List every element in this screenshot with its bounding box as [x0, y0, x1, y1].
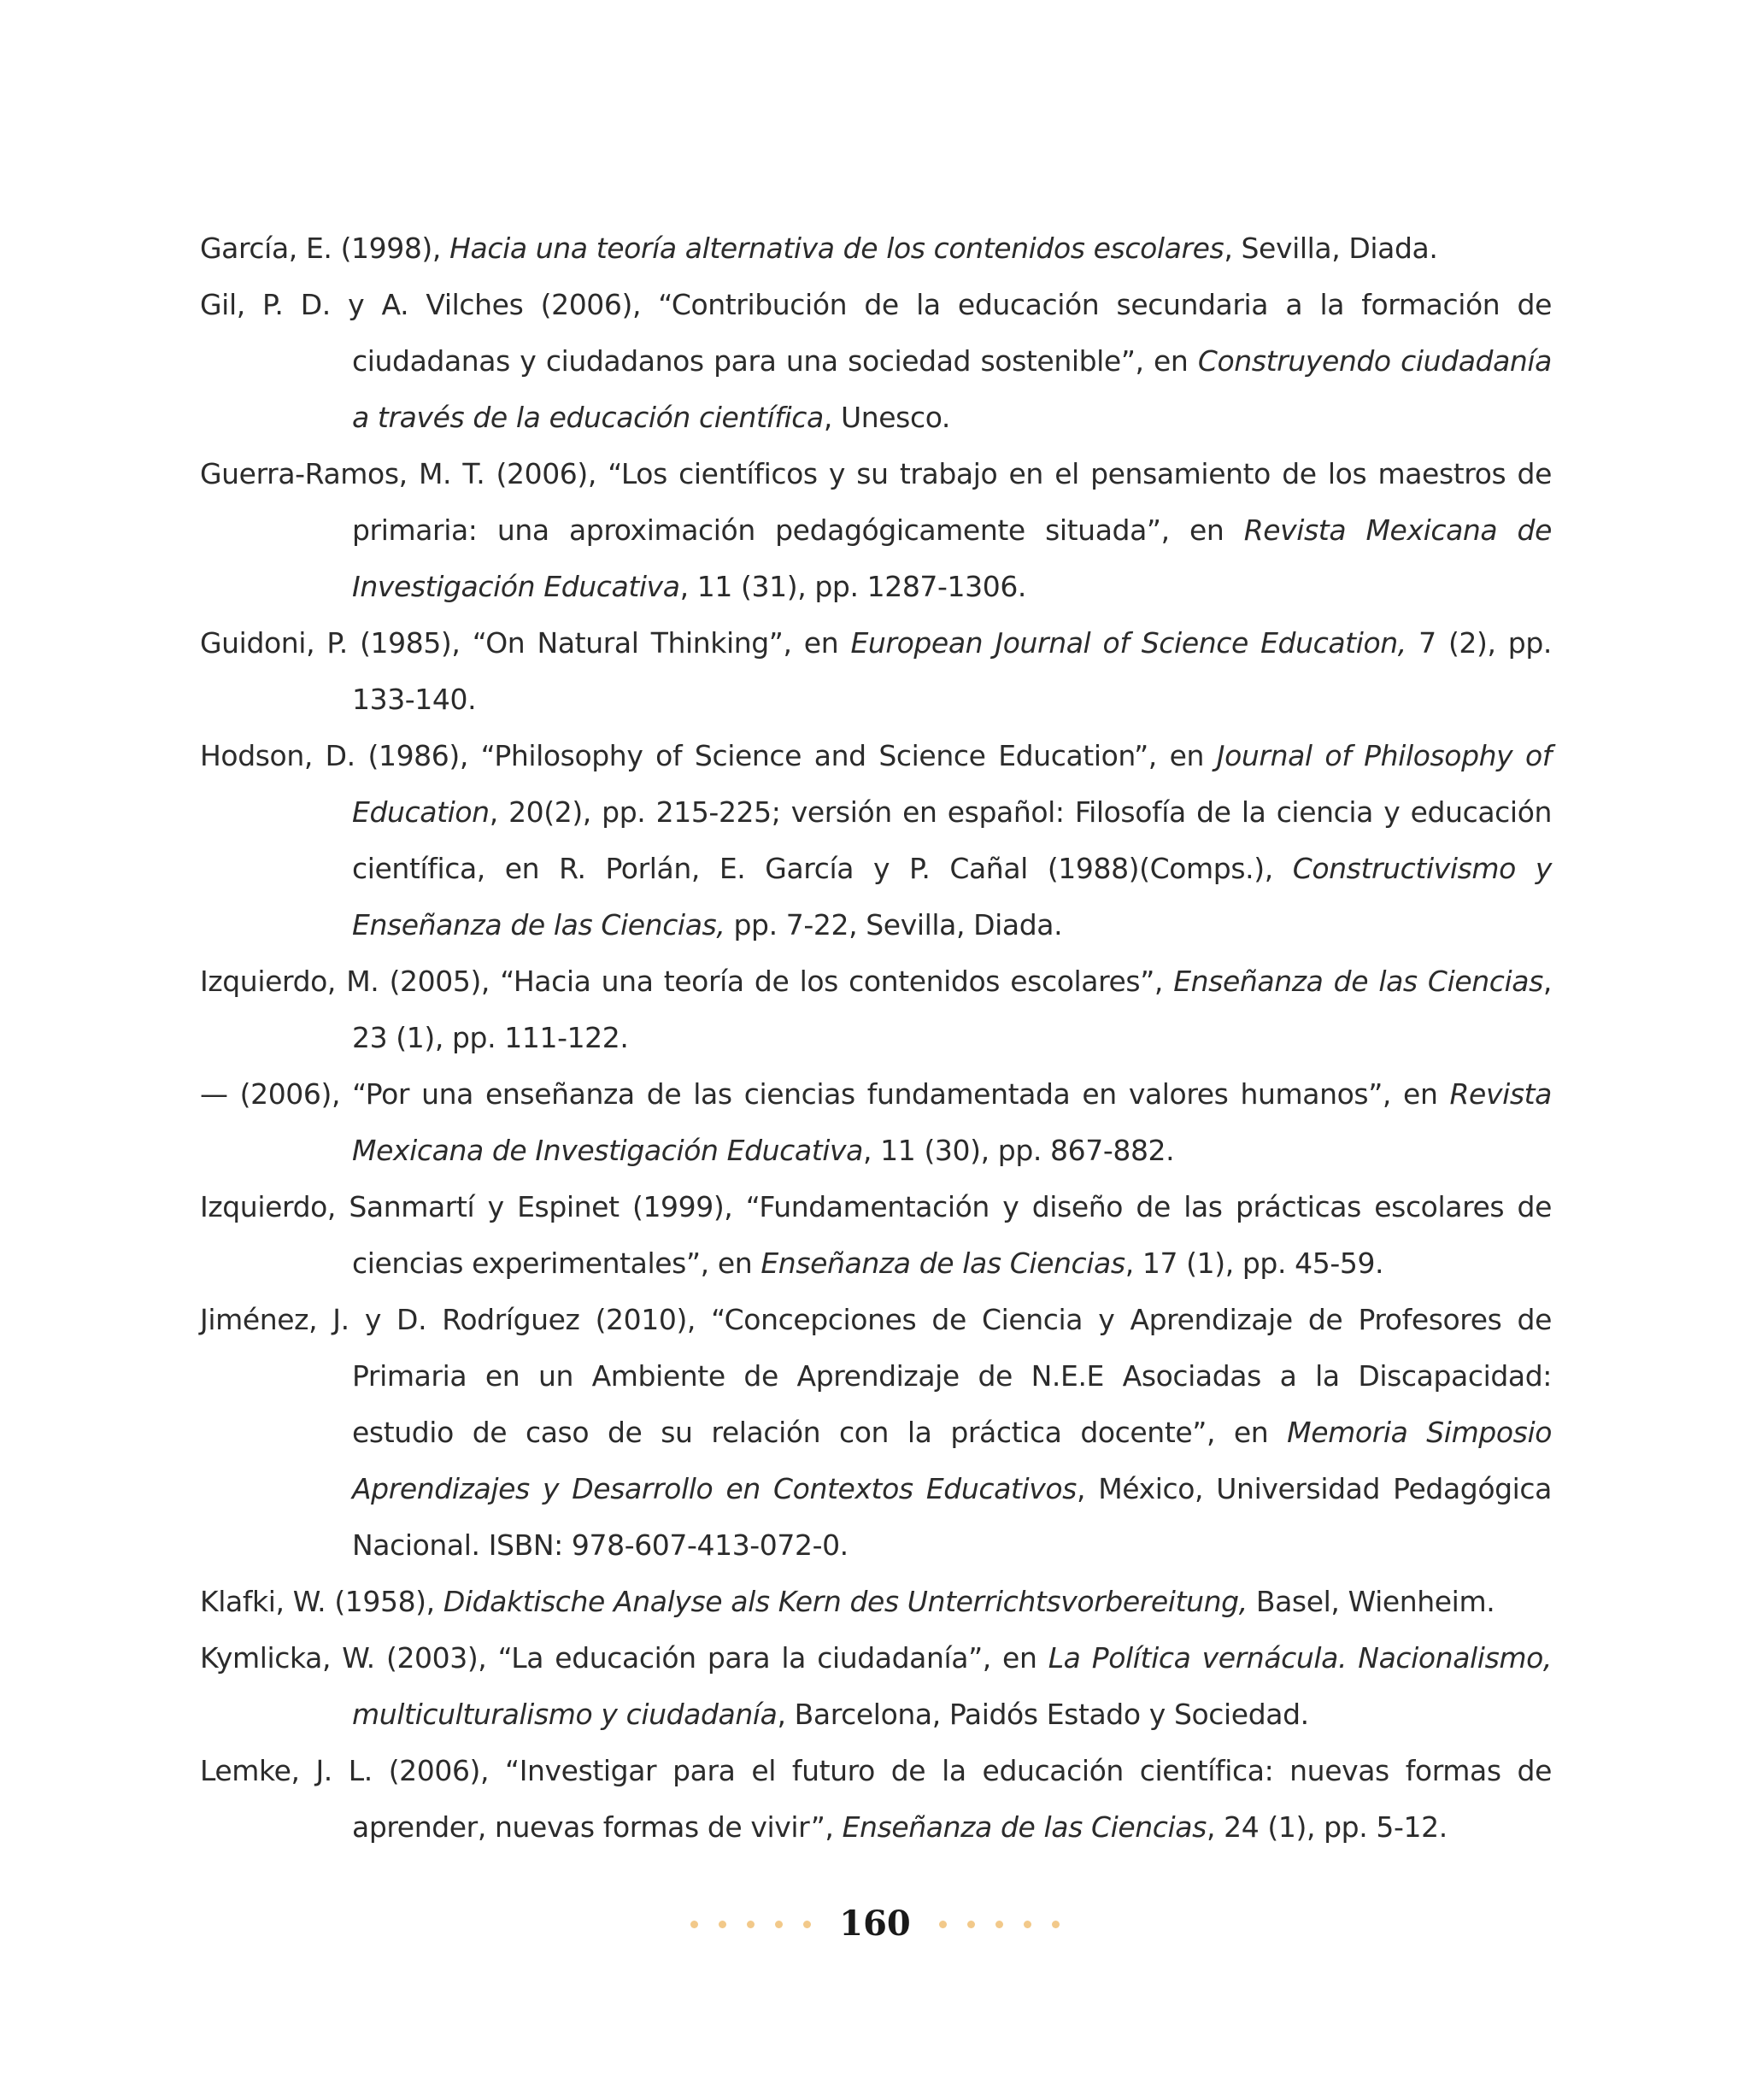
reference-entry: Izquierdo, M. (2005), “Hacia una teoría de los contenidos escolares”, Enseñanza de las Ciencias, 23 (1), pp. 111-122. [200, 965, 1552, 1054]
reference-entry: Gil, P. D. y A. Vilches (2006), “Contribución de la educación secundaria a la formación de ciudadanas y ciudadanos para una sociedad sostenible”, en Construyendo ciudadanía a través de la educación científica, Unesco. [200, 288, 1552, 434]
dot-icon [1052, 1921, 1060, 1928]
dot-icon [747, 1921, 755, 1928]
reference-entry: García, E. (1998), Hacia una teoría alternativa de los contenidos escolares, Sevilla, Diada. [200, 232, 1438, 265]
reference-entry: — (2006), “Por una enseñanza de las ciencias fundamentada en valores humanos”, en Revista Mexicana de Investigación Educativa, 11 (30), pp. 867-882. [200, 1077, 1552, 1167]
reference-list [200, 220, 1552, 1856]
reference-entry: Kymlicka, W. (2003), “La educación para la ciudadanía”, en La Política vernácula. Nacionalismo, multiculturalismo y ciudadanía, Barcelona, Paidós Estado y Sociedad. [200, 1641, 1552, 1731]
page-number: 160 [839, 1903, 911, 1944]
dot-icon [803, 1921, 811, 1928]
reference-entry: Guerra-Ramos, M. T. (2006), “Los científicos y su trabajo en el pensamiento de los maestros de primaria: una aproximación pedagógicamente situada”, en Revista Mexicana de Investigación Educativa, 11 (31), pp. 1287-1306. [200, 457, 1552, 603]
dot-icon [967, 1921, 975, 1928]
dot-icon [719, 1921, 726, 1928]
left-dot-ornament [680, 1915, 821, 1932]
page-footer [0, 1903, 1750, 1944]
reference-entry: Hodson, D. (1986), “Philosophy of Science and Science Education”, en Journal of Philosophy of Education, 20(2), pp. 215-225; versión en español: Filosofía de la ciencia y educación científica, en R. Porlán, E. García y P. Cañal (1988)(Comps.), Constructivismo y Enseñanza de las Ciencias, pp. 7-22, Sevilla, Diada. [200, 739, 1553, 941]
reference-entry: Izquierdo, Sanmartí y Espinet (1999), “Fundamentación y diseño de las prácticas escolares de ciencias experimentales”, en Enseñanza de las Ciencias, 17 (1), pp. 45-59. [200, 1190, 1552, 1280]
reference-entry: Lemke, J. L. (2006), “Investigar para el futuro de la educación científica: nuevas formas de aprender, nuevas formas de vivir”, Enseñanza de las Ciencias, 24 (1), pp. 5-12. [200, 1754, 1552, 1844]
dot-icon [1024, 1921, 1031, 1928]
reference-entry: Jiménez, J. y D. Rodríguez (2010), “Concepciones de Ciencia y Aprendizaje de Profesores de Primaria en un Ambiente de Aprendizaje de N.E.E Asociadas a la Discapacidad: estudio de caso de su relación con la práctica docente”, en Memoria Simposio Aprendizajes y Desarrollo en Contextos Educativos, México, Universidad Pedagógica Nacional. ISBN: 978-607-413-072-0. [200, 1303, 1552, 1562]
right-dot-ornament [929, 1915, 1070, 1932]
dot-icon [690, 1921, 698, 1928]
reference-entry: Klafki, W. (1958), Didaktische Analyse als Kern des Unterrichtsvorbereitung, Basel, Wienheim. [200, 1585, 1495, 1618]
dot-icon [995, 1921, 1003, 1928]
reference-entry: Guidoni, P. (1985), “On Natural Thinking”, en European Journal of Science Education, 7 (2), pp. 133-140. [200, 626, 1552, 716]
dot-icon [939, 1921, 947, 1928]
dot-icon [775, 1921, 783, 1928]
